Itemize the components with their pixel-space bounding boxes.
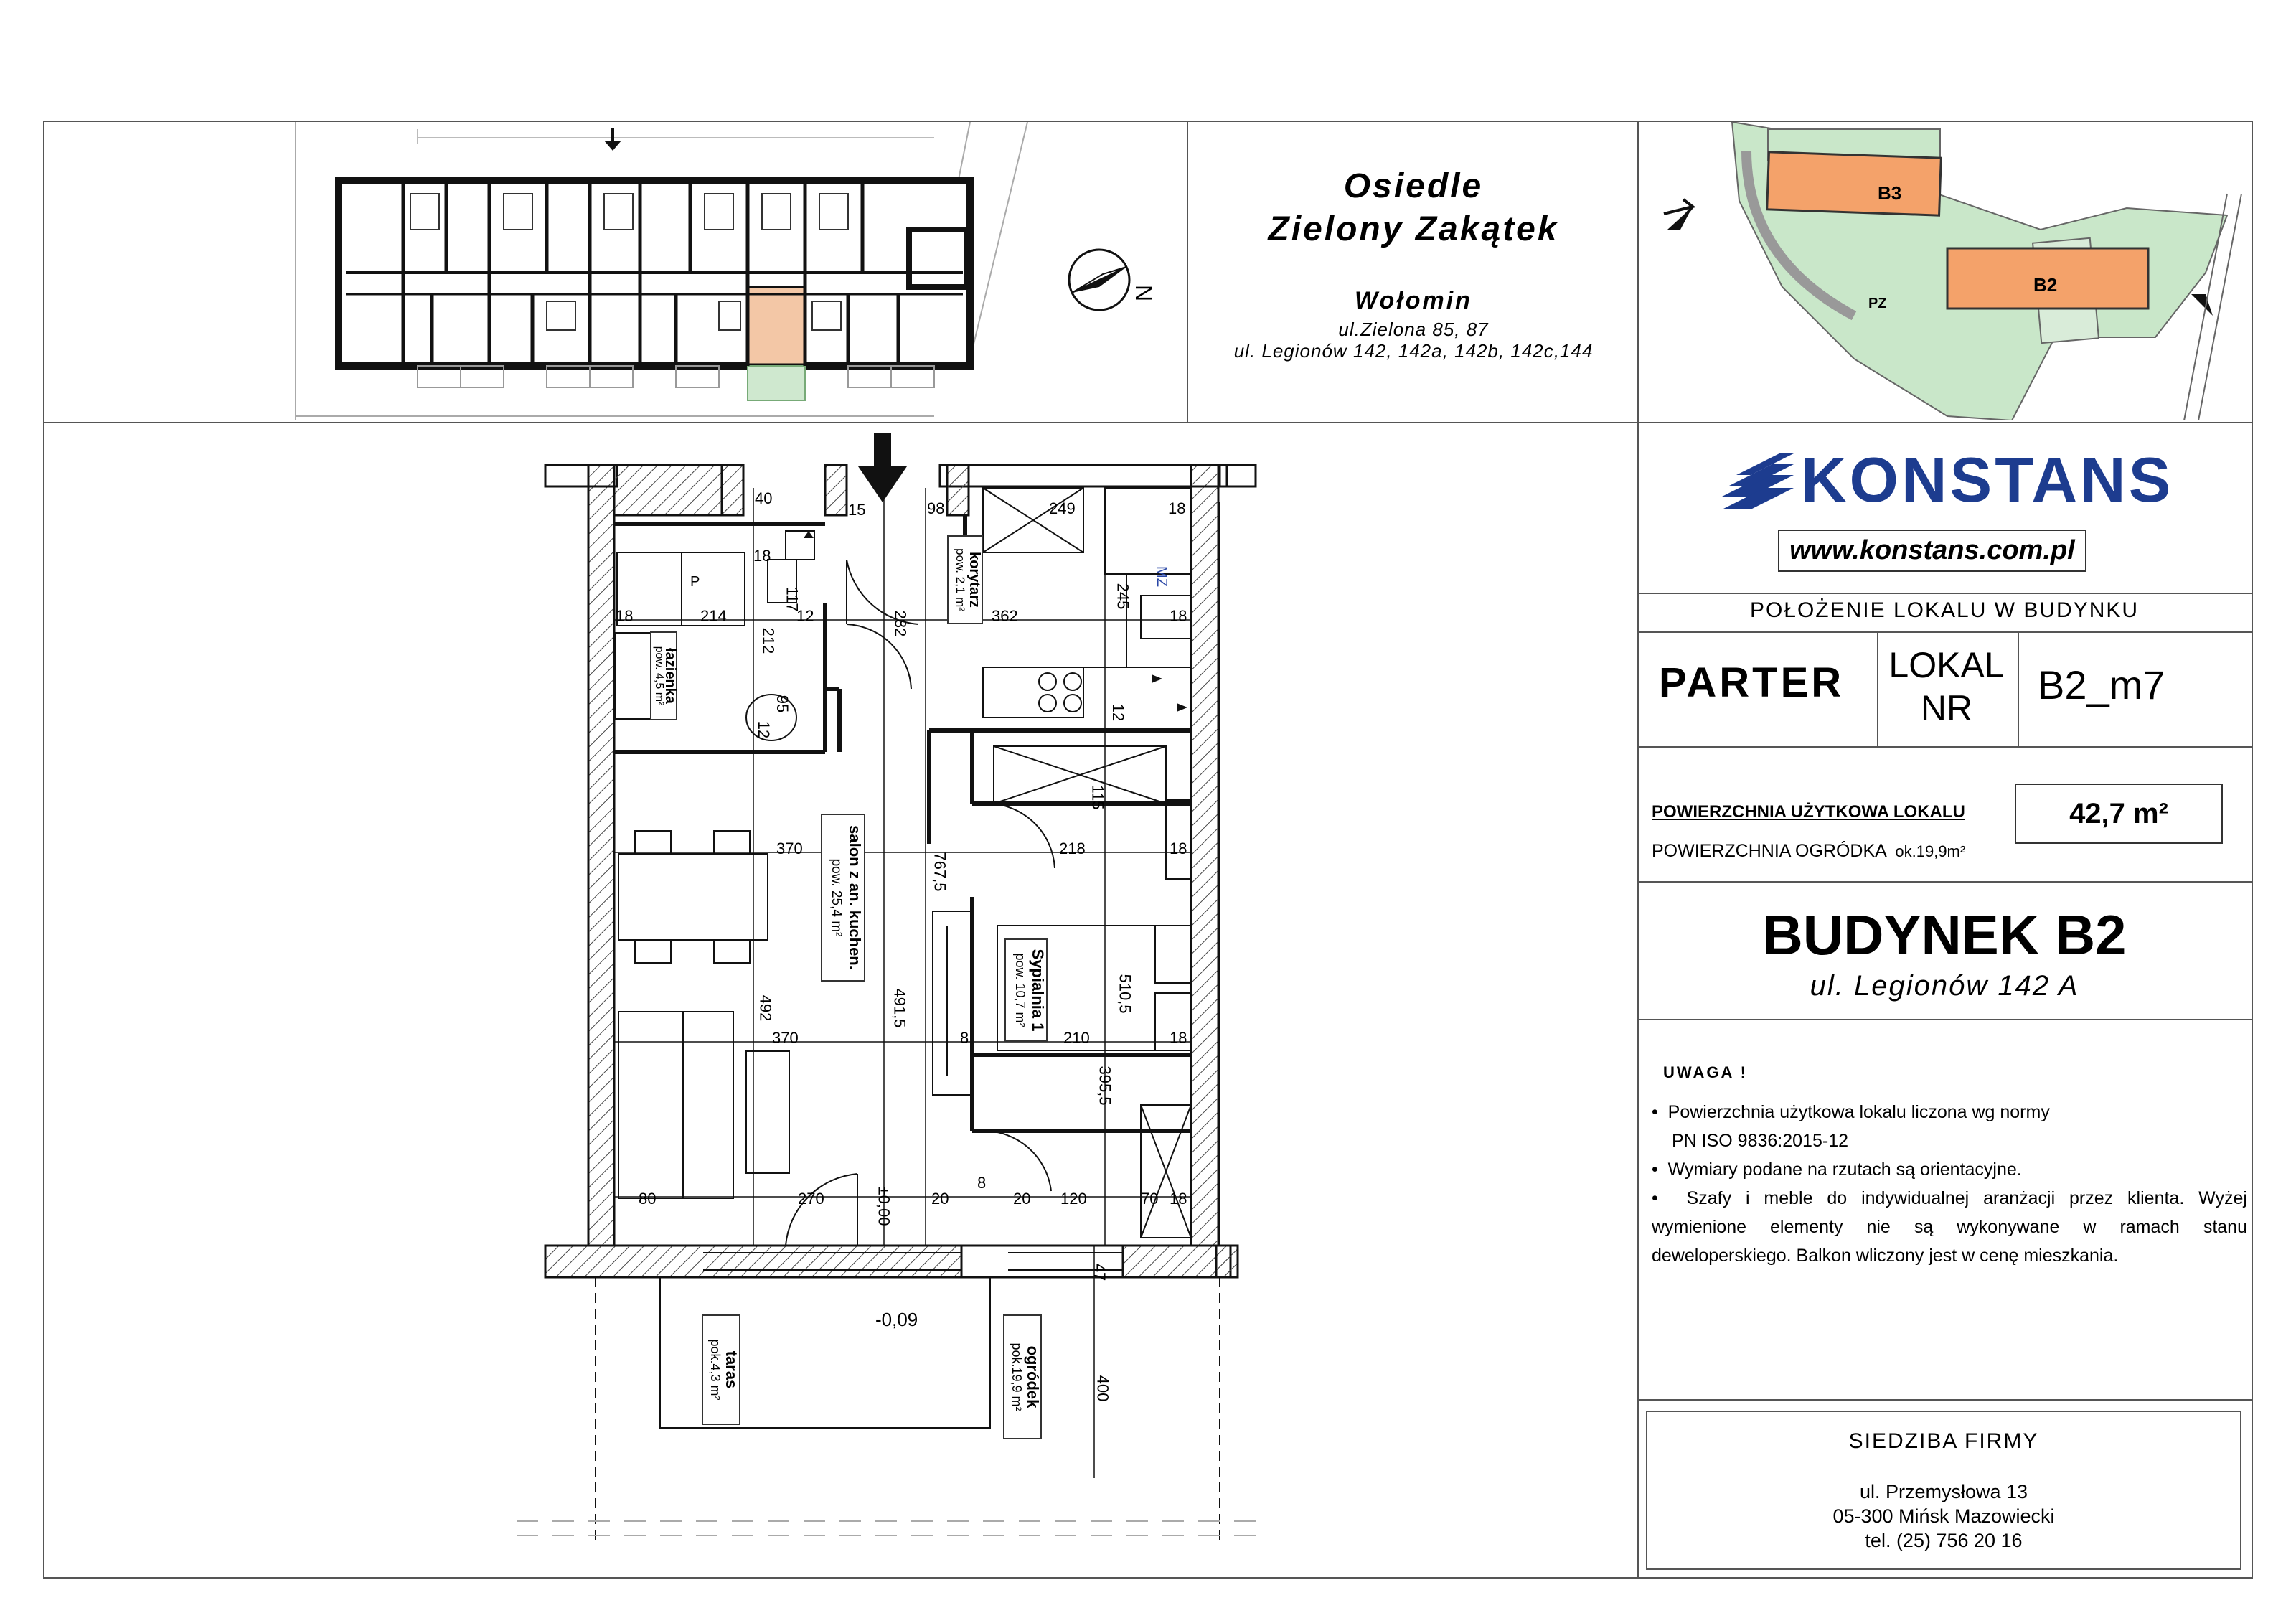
note-item-1-text: Powierzchnia użytkowa lokalu liczona wg normy [1667, 1102, 2050, 1122]
address-line1: ul.Zielona 85, 87 [1338, 319, 1489, 340]
headquarters-phone: tel. (25) 756 20 16 [1865, 1530, 2023, 1551]
hall-label [947, 535, 983, 624]
dim-label: 12 [755, 720, 773, 739]
headquarters-title: SIEDZIBA FIRMY [1848, 1429, 2039, 1453]
hall-area: pow. 2,1 m² [954, 548, 967, 611]
garden-area-value: ok.19,9m² [1895, 842, 1966, 860]
dim-label: 270 [798, 1190, 824, 1208]
usable-area-value: 42,7 m² [2015, 784, 2223, 844]
dim-label: 400 [1093, 1375, 1112, 1402]
dim-label: 210 [1063, 1029, 1090, 1047]
dim-label: 492 [756, 994, 775, 1022]
row-line-2 [1637, 631, 2252, 633]
bedroom-label [1004, 938, 1048, 1042]
note-item-2-text: Wymiary podane na rzutach są orientacyjne. [1667, 1159, 2022, 1180]
dim-label: 15 [848, 501, 866, 519]
usable-area-label: POWIERZCHNIA UŻYTKOWA LOKALU [1652, 802, 1965, 822]
dim-label: 115 [1088, 784, 1107, 810]
dim-label: 20 [931, 1190, 949, 1208]
dim-label: 370 [776, 839, 803, 857]
note-item-3: • Szafy i meble do indywidualnej aranżacji przez klienta. Wyżej wymienione elementy nie są wykonywane w ramach stanu deweloperskiego. Balkon wliczony jest w cenę mieszkania. [1652, 1188, 2247, 1266]
row-line-3 [1637, 746, 2252, 748]
bathroom-name: łazienka [662, 648, 678, 704]
dim-label: 47 [1091, 1263, 1109, 1281]
dim-label: 18 [1170, 1190, 1187, 1208]
note-item-1b-text: PN ISO 9836:2015-12 [1672, 1131, 1848, 1151]
floor-label: PARTER [1659, 659, 1845, 706]
estate-name-line1: Osiedle [1343, 167, 1484, 205]
p-label: P [690, 574, 700, 590]
dim-label: 12 [1109, 703, 1128, 722]
dim-label: 80 [639, 1190, 657, 1208]
row-line-5 [1637, 1019, 2252, 1020]
unit-floor-plan [0, 423, 1636, 1577]
building-key-plan [44, 122, 1185, 420]
row-line-6 [1637, 1399, 2252, 1401]
company-logo-text: KONSTANS [1801, 444, 2174, 515]
dim-label: 8 [977, 1174, 987, 1192]
dim-label: 282 [891, 610, 910, 637]
bathroom-area: pow. 4,5 m² [653, 646, 665, 706]
note-item-1: • Powierzchnia użytkowa lokalu liczona wg normy [1652, 1102, 2050, 1122]
garden-label [1003, 1314, 1042, 1439]
terrace-area: pok.4,3 m² [708, 1339, 723, 1401]
dim-label: 70 [1141, 1190, 1159, 1208]
company-website[interactable]: www.konstans.com.pl [1778, 530, 2086, 572]
location-title: POŁOŻENIE LOKALU W BUDYNKU [1749, 598, 2140, 622]
unit-label-line2: NR [1920, 688, 1973, 728]
konstans-logo-icon [1722, 453, 1801, 511]
address-line2: ul. Legionów 142, 142a, 142b, 142c,144 [1233, 340, 1594, 362]
living-room-name: salon z an. kuchen. [846, 825, 864, 970]
dim-label: 98 [927, 499, 945, 517]
dim-label: 18 [1170, 1029, 1187, 1047]
note-item-2: • Wymiary podane na rzutach są orientacyjne. [1652, 1159, 2022, 1180]
dim-label: 95 [773, 695, 792, 713]
garden-area-label [1652, 841, 1965, 862]
dim-label: 18 [1170, 607, 1187, 625]
dim-label: 395,5 [1096, 1065, 1114, 1106]
notes-title: UWAGA ! [1663, 1063, 1748, 1081]
dim-label: 8 [960, 1029, 969, 1047]
mz-label: MZ [1153, 566, 1170, 587]
hall-name: korytarz [966, 552, 982, 608]
dim-label: 249 [1049, 499, 1076, 517]
bedroom-area: pow. 10,7 m² [1013, 953, 1027, 1027]
city-name: Wołomin [1355, 287, 1472, 314]
row-line-1 [1637, 593, 2252, 594]
garden-area-room: pok.19,9 m² [1010, 1342, 1024, 1411]
dim-label: 362 [992, 607, 1018, 625]
dim-label: 117 [783, 586, 801, 612]
garden-area-label-text: POWIERZCHNIA OGRÓDKA [1652, 841, 1886, 861]
dim-label: 18 [616, 607, 634, 625]
dim-label: 40 [755, 489, 773, 507]
bathroom-label [650, 631, 677, 720]
level-zero: ±0,00 [875, 1186, 893, 1226]
site-label-parking: PZ [1868, 296, 1887, 311]
note-item-1b [1652, 1126, 2247, 1155]
dim-label: 491,5 [890, 988, 909, 1028]
dim-label: 370 [772, 1029, 799, 1047]
key-plan-divider [1187, 121, 1188, 422]
terrace-label [702, 1314, 740, 1425]
building-name: BUDYNEK B2 [1762, 903, 2127, 966]
bedroom-name: Sypialnia 1 [1029, 949, 1047, 1032]
unit-label-line1: LOKAL [1888, 645, 2005, 685]
row-line-4 [1637, 881, 2252, 883]
dim-label: 767,5 [931, 852, 949, 892]
living-room-label [821, 814, 865, 982]
dim-label: 18 [1168, 499, 1186, 517]
dim-label: 214 [700, 607, 727, 625]
garden-name: ogródek [1024, 1345, 1042, 1408]
headquarters-city: 05-300 Mińsk Mazowiecki [1832, 1505, 2055, 1527]
dim-label: 212 [759, 627, 778, 654]
unit-divider [2018, 631, 2019, 746]
north-label: N [1131, 284, 1157, 302]
dim-label: 12 [796, 607, 814, 625]
unit-number: B2_m7 [2038, 662, 2165, 707]
dim-label: 218 [1059, 839, 1086, 857]
dim-label: 18 [753, 547, 771, 565]
building-street: ul. Legionów 142 A [1810, 970, 2079, 1002]
terrace-name: taras [723, 1350, 740, 1389]
dim-label: 245 [1114, 583, 1132, 610]
dim-label: 510,5 [1116, 974, 1134, 1014]
dim-label: 20 [1013, 1190, 1031, 1208]
living-room-area: pow. 25,4 m² [829, 858, 844, 937]
site-label-b3: B3 [1878, 182, 1902, 204]
site-label-b2: B2 [2033, 274, 2058, 296]
site-plan [1639, 122, 2252, 420]
level-terrace: -0,09 [875, 1309, 918, 1330]
dim-label: 18 [1170, 839, 1187, 857]
estate-name-line2: Zielony Zakątek [1268, 210, 1559, 248]
notes-list [1652, 1098, 2247, 1270]
dim-label: 120 [1060, 1190, 1087, 1208]
headquarters-street: ul. Przemysłowa 13 [1859, 1481, 2028, 1502]
note-item-3-text: Szafy i meble do indywidualnej aranżacji przez klienta. Wyżej wymienione elementy nie są wykonywane w ramach stanu deweloperskiego. Balkon wliczony jest w cenę mieszkania. [1652, 1188, 2247, 1266]
